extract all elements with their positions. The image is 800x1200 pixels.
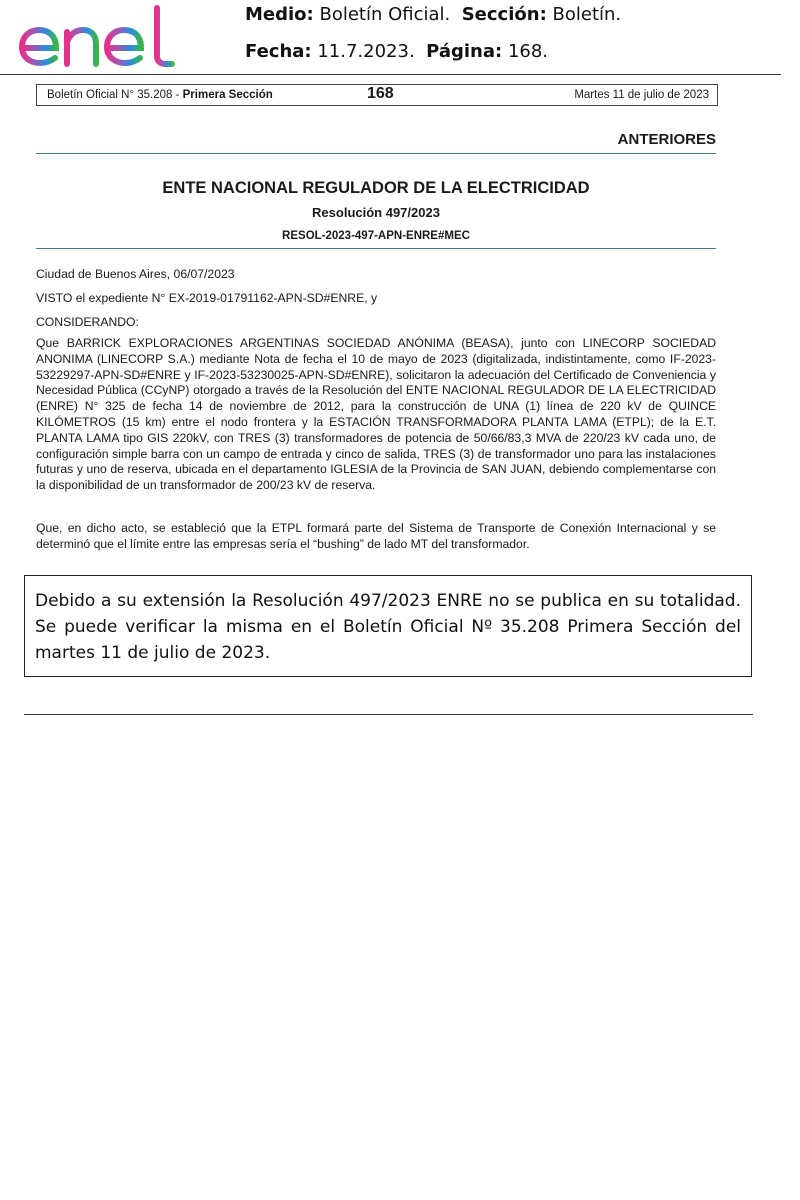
fecha-value: 11.7.2023. [317, 41, 415, 62]
medio-label: Medio: [245, 4, 314, 25]
bulletin-date: Martes 11 de julio de 2023 [574, 89, 709, 101]
bulletin-number: Boletín Oficial N° 35.208 - [47, 89, 183, 101]
bulletin-section: Primera Sección [182, 89, 273, 101]
enel-logo-graphic [16, 4, 182, 68]
considerando-paragraph-2: Que, en dicho acto, se estableció que la ETPL formará parte del Sistema de Transporte de Conexión Internacional y se determinó que el límite entre las empresas sería el “bushing” de lado MT del transformador. [36, 521, 716, 551]
notice-text: Debido a su extensión la Resolución 497/2023 ENRE no se publica en su totalidad. Se puede verificar la misma en el Boletín Oficial Nº 35.208 Primera Sección del martes 11 de julio de 2023. [35, 591, 741, 663]
bulletin-page-number: 168 [367, 85, 394, 102]
bulletin-header [36, 84, 718, 106]
considerando-paragraph-1: Que BARRICK EXPLORACIONES ARGENTINAS SOCIEDAD ANÓNIMA (BEASA), junto con LINECORP SOCIEDAD ANONIMA (LINECORP S.A.) mediante Nota de fecha el 10 de mayo de 2023 (digitalizada, indistintamente, como IF-2023-53229297-APN-SD#ENRE y IF-2023-53230025-APN-SD#ENRE), solicitaron la adecuación del Certificado de Conveniencia y Necesidad Pública (CCyNP) otorgado a través de la Resolución del ENTE NACIONAL REGULADOR DE LA ELECTRICIDAD (ENRE) N° 325 de fecha 14 de noviembre de 2012, para la construcción de UNA (1) línea de 220 kV de QUINCE KILÓMETROS (15 km) entre el nodo frontera y la ESTACIÓN TRANSFORMADORA PLANTA LAMA (ETPL); de la E.T. PLANTA LAMA tipo GIS 220kV, con TRES (3) transformadores de potencia de 50/66/83,3 MVA de 220/23 kV cada uno, de configuración simple barra con un campo de entrada y cinco de salida, TRES (3) de transformador uno para las instalaciones futuras y uno de reserva, ubicada en el departamento IGLESIA de la Provincia de SAN JUAN, debiendo complementarse con la disponibilidad de un transformador de 200/23 kV de reserva. [36, 336, 716, 493]
resolution-code: RESOL-2023-497-APN-ENRE#MEC [282, 230, 470, 242]
city-date: Ciudad de Buenos Aires, 06/07/2023 [36, 267, 235, 281]
notice-box [24, 575, 752, 677]
section-title: ANTERIORES [617, 131, 716, 148]
pagina-value: 168. [507, 41, 549, 62]
organism-name: ENTE NACIONAL REGULADOR DE LA ELECTRICIDAD [162, 179, 590, 197]
meta-fecha-pagina [245, 41, 548, 62]
pagina-label: Página: [426, 41, 503, 62]
section-divider [36, 153, 716, 154]
top-divider [0, 74, 781, 75]
fecha-label: Fecha: [245, 41, 312, 62]
seccion-label: Sección: [461, 4, 547, 25]
medio-value: Boletín Oficial. [319, 4, 451, 25]
meta-medio-seccion [245, 4, 621, 25]
visto-paragraph: VISTO el expediente N° EX-2019-01791162-APN-SD#ENRE, y [36, 291, 378, 305]
bulletin-header-left [47, 89, 273, 101]
seccion-value: Boletín. [552, 4, 622, 25]
bottom-divider [24, 714, 753, 715]
resolution-title: Resolución 497/2023 [312, 205, 440, 220]
heading-divider [36, 248, 716, 249]
considerando-heading: CONSIDERANDO: [36, 315, 139, 329]
enel-logo [16, 4, 182, 68]
